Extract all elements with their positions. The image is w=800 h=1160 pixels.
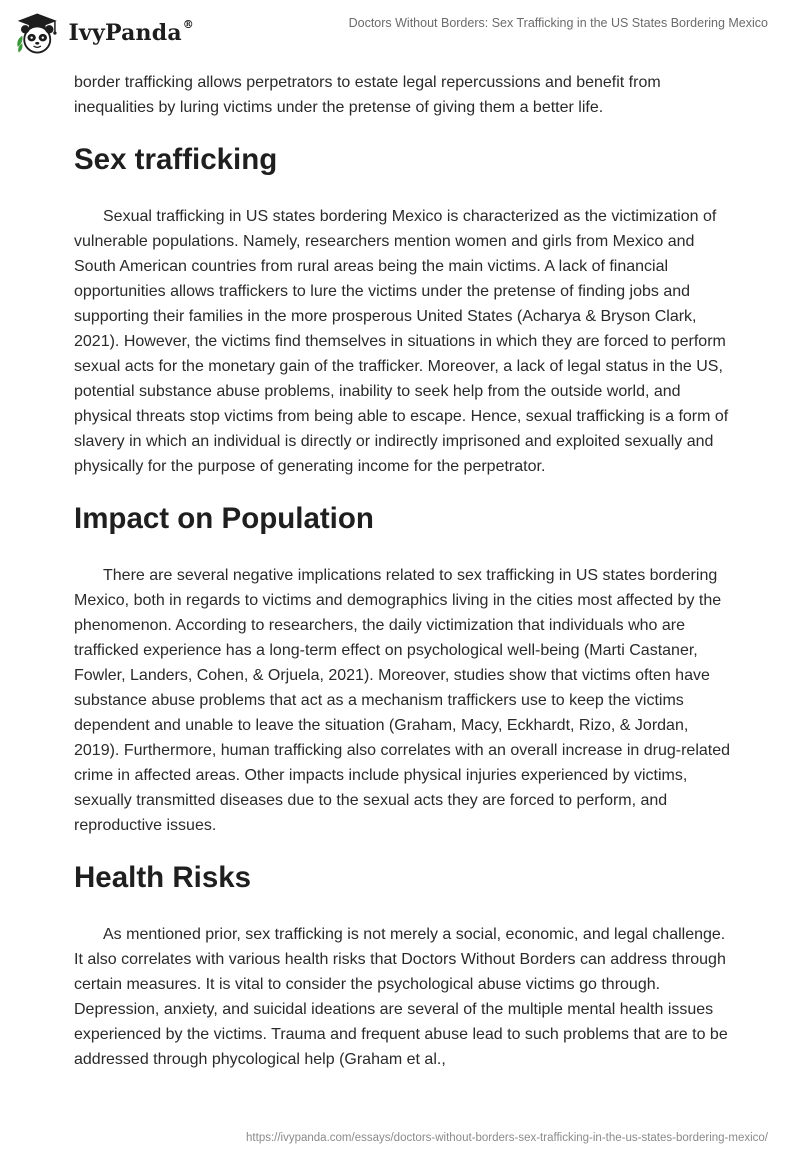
heading-impact-on-population: Impact on Population xyxy=(74,502,374,535)
document-title: Doctors Without Borders: Sex Trafficking in the US States Bordering Mexico xyxy=(348,16,768,30)
page-header xyxy=(0,0,800,66)
heading-health-risks: Health Risks xyxy=(74,861,252,894)
panda-graduate-icon xyxy=(14,10,60,56)
paragraph-health-risks: As mentioned prior, sex trafficking is not merely a social, economic, and legal challenge. It also correlates with various health risks that Doctors Without Borders can address through certain measures. It is vital to consider the psychological abuse victims go through. Depression, anxiety, and suicidal ideations are several of the multiple mental health issues experienced by the victims. Trauma and frequent abuse lead to such problems that are to be addressed through phycological help (Graham et al., xyxy=(74,926,728,1068)
essay-content xyxy=(74,70,734,1072)
brand-name: IvyPanda® xyxy=(68,18,194,46)
source-url[interactable]: https://ivypanda.com/essays/doctors-without-borders-sex-trafficking-in-the-us-states-bordering-mexico/ xyxy=(246,1132,768,1144)
heading-sex-trafficking: Sex trafficking xyxy=(74,143,278,176)
paragraph-sex-trafficking: Sexual trafficking in US states bordering Mexico is characterized as the victimization of vulnerable populations. Namely, researchers mention women and girls from Mexico and South American countries from rural areas being the main victims. A lack of financial opportunities allows traffickers to lure the victims under the pretense of finding jobs and supporting their families in the more prosperous United States (Acharya & Bryson Clark, 2021). However, the victims find themselves in situations in which they are forced to perform sexual acts for the monetary gain of the trafficker. Moreover, a lack of legal status in the US, potential substance abuse problems, inability to seek help from the outside world, and physical threats stop victims from being able to escape. Hence, sexual trafficking is a form of slavery in which an individual is directly or indirectly imprisoned and exploited sexually and physically for the purpose of generating income for the perpetrator. xyxy=(74,208,729,475)
ivypanda-logo[interactable] xyxy=(14,10,194,56)
registered-mark: ® xyxy=(182,18,194,31)
paragraph-impact-on-population: There are several negative implications related to sex trafficking in US states bordering Mexico, both in regards to victims and demographics living in the cities most affected by the phenomenon. According to researchers, the daily victimization that individuals who are trafficked experience has a long-term effect on psychological well-being (Marti Castaner, Fowler, Landers, Cohen, & Orjuela, 2021). Moreover, studies show that victims often have substance abuse problems that act as a mechanism traffickers use to keep the victims dependent and unable to leave the situation (Graham, Macy, Eckhardt, Rizo, & Jordan, 2019). Furthermore, human trafficking also correlates with an overall increase in drug-related crime in affected areas. Other impacts include physical injuries experienced by victims, sexually transmitted diseases due to the sexual acts they are forced to perform, and reproductive issues. xyxy=(74,567,731,834)
intro-paragraph: border trafficking allows perpetrators to estate legal repercussions and benefit from inequalities by luring victims under the pretense of giving them a better life. xyxy=(74,74,661,116)
